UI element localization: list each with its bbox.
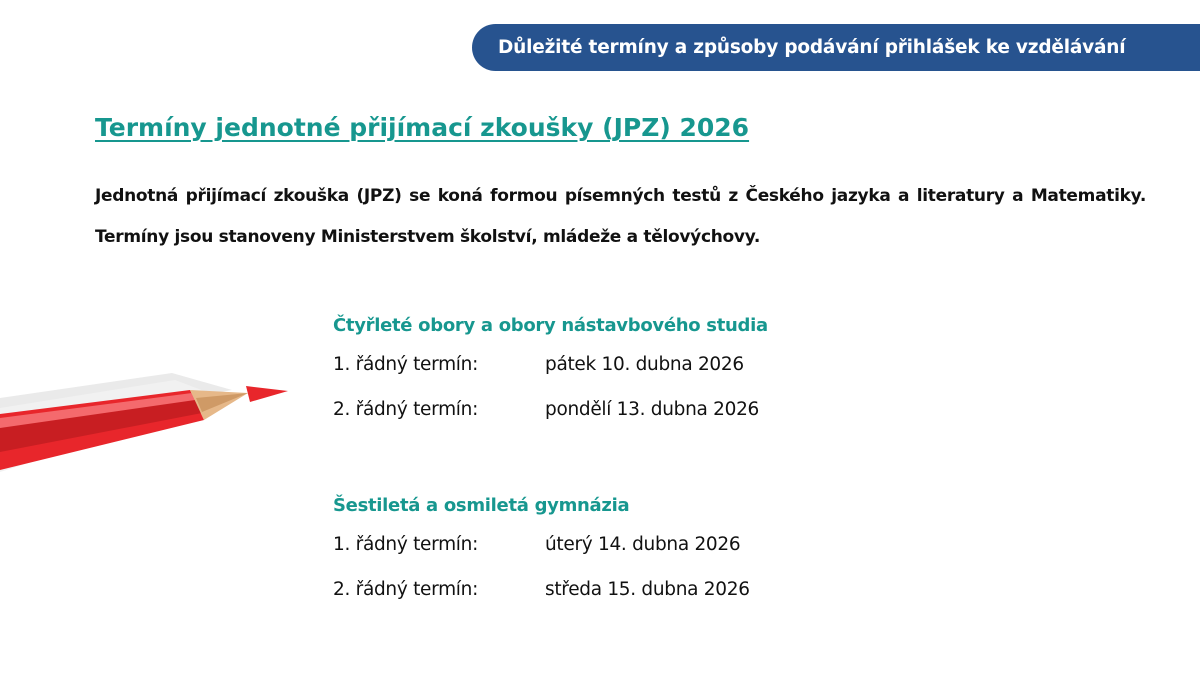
header-banner-text: Důležité termíny a způsoby podávání přihlášek ke vzdělávání [498, 37, 1126, 58]
section-heading: Šestiletá a osmiletá gymnázia [333, 495, 630, 516]
date-row [333, 522, 833, 567]
date-row [333, 387, 833, 432]
date-value: pátek 10. dubna 2026 [545, 354, 744, 375]
date-value: úterý 14. dubna 2026 [545, 534, 741, 555]
section-heading: Čtyřleté obory a obory nástavbového studia [333, 315, 768, 336]
date-label: 1. řádný termín: [333, 354, 479, 375]
date-label: 2. řádný termín: [333, 399, 479, 420]
date-row [333, 342, 833, 387]
intro-paragraph: Jednotná přijímací zkouška (JPZ) se koná formou písemných testů z Českého jazyka a literatury a Matematiky. Termíny jsou stanoveny Ministerstvem školství, mládeže a tělovýchovy. [95, 186, 1146, 247]
red-pencil-icon [0, 360, 300, 490]
section-four-year [333, 310, 833, 432]
section-gymnasium [333, 490, 833, 612]
page-title: Termíny jednotné přijímací zkoušky (JPZ) 2026 [95, 113, 750, 142]
date-label: 1. řádný termín: [333, 534, 479, 555]
header-banner [472, 24, 1200, 71]
date-value: pondělí 13. dubna 2026 [545, 399, 760, 420]
date-value: středa 15. dubna 2026 [545, 579, 750, 600]
date-label: 2. řádný termín: [333, 579, 479, 600]
date-row [333, 567, 833, 612]
